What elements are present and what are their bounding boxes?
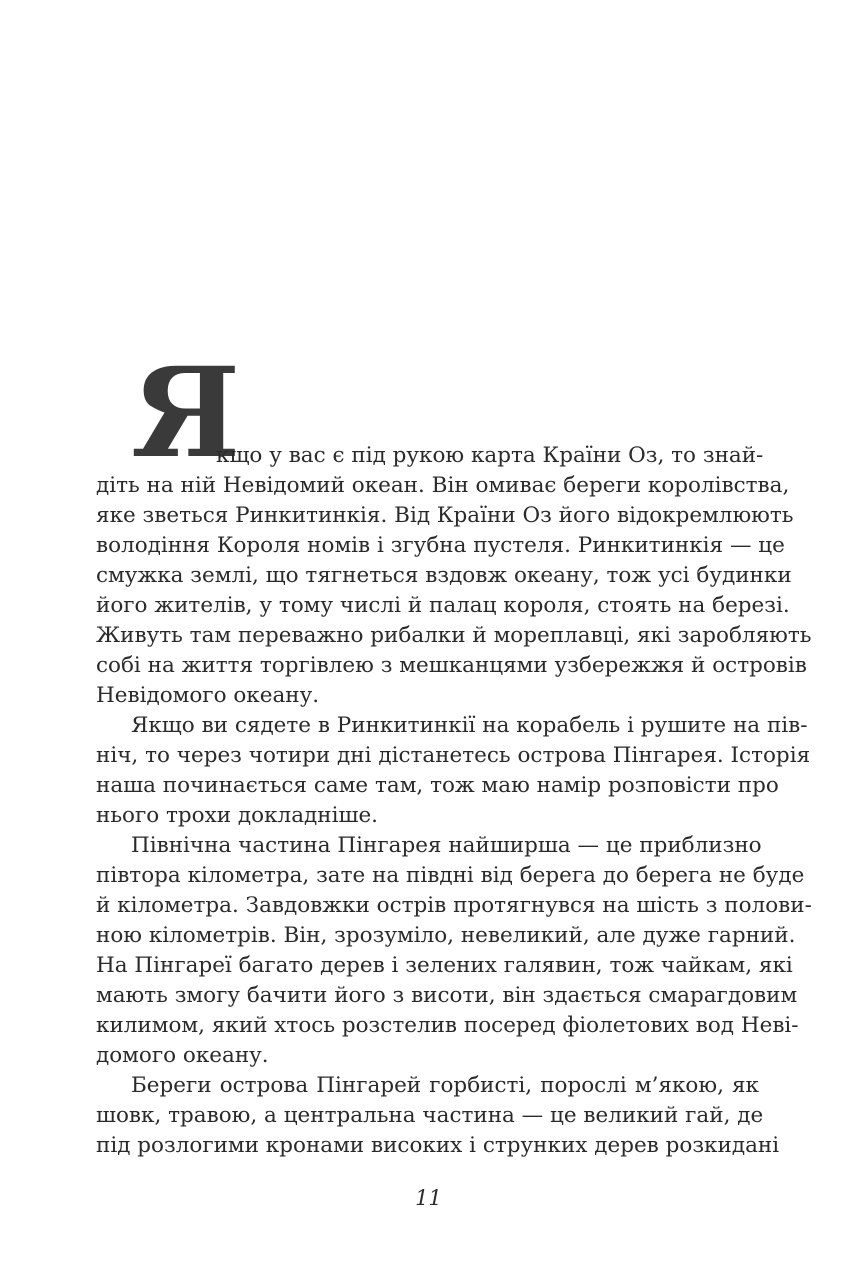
text-line: володіння Короля номів і згубна пустеля. Ринкитинкія — це xyxy=(96,533,785,558)
text-line: мають змогу бачити його з висоти, він здається смарагдовим xyxy=(96,983,798,1008)
text-line: На Пінгареї багато дерев і зелених галявин, тож чайкам, які xyxy=(96,953,793,978)
text-line: Береги острова Пінгарей горбисті, порослі м’якою, як xyxy=(131,1073,759,1098)
text-line: собі на життя торгівлею з мешканцями узбережжя й островів xyxy=(96,653,807,678)
text-line: й кілометра. Завдовжки острів протягнувся на шість з полови- xyxy=(96,893,812,918)
text-line: Невідомого океану. xyxy=(96,683,320,708)
page-number: 11 xyxy=(415,1186,442,1210)
text-line: Якщо ви сядете в Ринкитинкії на корабель і рушите на пів- xyxy=(131,713,808,738)
text-line: Північна частина Пінгарея найширша — це приблизно xyxy=(131,833,762,858)
text-line: домого океану. xyxy=(96,1043,269,1068)
text-line: під розлогими кронами високих і струнких дерев розкидані xyxy=(96,1133,780,1158)
text-line: діть на ній Невідомий океан. Він омиває береги королівства, xyxy=(96,473,790,498)
text-line: наша починається саме там, тож маю намір розповісти про xyxy=(96,773,779,798)
text-line: ною кілометрів. Він, зрозуміло, невеликий, але дуже гарний. xyxy=(96,923,796,948)
text-line: кщо у вас є під рукою карта Країни Оз, то знай- xyxy=(216,443,764,468)
text-line: смужка землі, що тягнеться вздовж океану, тож усі будинки xyxy=(96,563,792,588)
drop-cap: Я xyxy=(131,341,241,486)
text-line: ніч, то через чотири дні дістанетесь острова Пінгарея. Історія xyxy=(96,743,811,768)
text-line: шовк, травою, а центральна частина — це великий гай, де xyxy=(96,1103,764,1128)
text-line: Живуть там переважно рибалки й мореплавці, які заробляють xyxy=(96,623,812,648)
text-line: яке зветься Ринкитинкія. Від Країни Оз його відокремлюють xyxy=(96,503,794,528)
text-line: півтора кілометра, зате на півдні від берега до берега не буде xyxy=(96,863,805,888)
text-line: нього трохи докладніше. xyxy=(96,803,378,828)
text-line: його жителів, у тому числі й палац короля, стоять на березі. xyxy=(96,593,790,618)
text-line: килимом, який хтось розстелив посеред фіолетових вод Неві- xyxy=(96,1013,799,1038)
